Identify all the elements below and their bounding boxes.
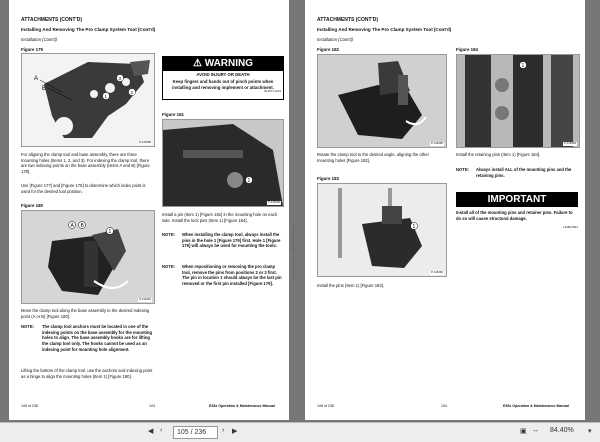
note-anchors: The clamp tool anchors must be located in one of the indexing points on the base assembly for the mounting holes to align. The base assembly hooks are for lifting the clamp tool only. The hooks cannot be used as an indexing point for mounting hole alignment.	[42, 324, 153, 352]
zoom-level[interactable]: 84.40%	[550, 427, 574, 434]
figure-182-image	[317, 54, 447, 148]
important-code: I-2389-0914	[562, 225, 578, 229]
callout-1: 1	[108, 229, 112, 235]
figure-184-label: Figure 184	[456, 47, 478, 52]
figure-181-image	[162, 119, 284, 207]
figure-180-label: Figure 180	[21, 203, 43, 208]
paragraph-move-clamp: Move the clamp tool along the base assembly to the desired indexing point (A or B) [Figure 180].	[21, 308, 150, 319]
paragraph-mounting-holes: For aligning the clamp tool and base assembly, there are three mounting holes (Items 1, 2, and 3). For indexing the clamp tool, there are two indexing points on the base assembly (Items A and B) [Figure 179].	[21, 152, 150, 175]
footer-page-count: 106 of 236	[317, 404, 334, 408]
warning-subtitle: AVOID INJURY OR DEATH	[196, 72, 250, 77]
right-page	[305, 0, 585, 420]
figure-183-label: Figure 183	[317, 176, 339, 181]
figure-179-label: Figure 179	[21, 47, 43, 52]
figure-180-code: P-116081	[139, 297, 151, 302]
figure-184-code: P-116083	[564, 141, 576, 146]
callout-b: B	[80, 223, 84, 229]
section-header: ATTACHMENTS (CONT'D)	[317, 17, 378, 23]
warning-code: W-2571-1213	[264, 89, 281, 94]
callout-a: A	[70, 223, 74, 229]
figure-183-code: P-116082	[431, 270, 443, 275]
installation-note: Installation (Cont'd)	[21, 37, 57, 42]
figure-179-image	[21, 53, 155, 147]
paragraph-index-point: Use [Figure 177] and [Figure 178] to determine which index point is used for the desired tool position.	[21, 183, 146, 194]
first-page-icon[interactable]: ◀	[148, 428, 154, 435]
footer-page-count: 105 of 236	[21, 404, 38, 408]
important-title: IMPORTANT	[456, 192, 578, 207]
footer-manual-title: E35z Operation & Maintenance Manual	[503, 404, 569, 408]
figure-181-code: P-116084	[268, 200, 280, 205]
footer-manual-title: E35z Operation & Maintenance Manual	[209, 404, 275, 408]
base-assembly-illustration	[22, 54, 154, 146]
figure-184-image	[456, 54, 580, 148]
section-header: ATTACHMENTS (CONT'D)	[21, 17, 82, 23]
paragraph-rotate: Rotate the clamp tool to the desired angle, aligning the other mounting holes [Figure 182].	[317, 152, 429, 163]
note-label: NOTE:	[456, 167, 470, 172]
figure-180-image	[21, 210, 155, 304]
zoom-dropdown-icon[interactable]: ▾	[588, 428, 592, 435]
warning-icon: ⚠	[192, 58, 202, 69]
callout-1: 1	[247, 178, 251, 184]
note-always-install: Always install ALL of the mounting pins and the retaining pins.	[476, 167, 572, 178]
callout-b: B	[42, 86, 47, 92]
paragraph-install-pins: Install the pins (Item 1) [Figure 183].	[317, 283, 385, 288]
important-box	[456, 192, 578, 238]
figure-182-label: Figure 182	[317, 47, 339, 52]
paragraph-retaining-pins: Install the retaining pins (Item 1) [Figure 184].	[456, 152, 541, 157]
figure-183-image	[317, 183, 447, 277]
note-install-hole: When installing the clamp tool, always install the pins in the hole 1 [Figure 179] first. Hole 1 [Figure 179] will always be used for mounting the tools.	[182, 232, 281, 249]
footer-page-number: 103	[149, 404, 155, 408]
figure-182-code: P-116085	[431, 141, 443, 146]
callout-1: 1	[412, 224, 416, 230]
note3-label: NOTE:	[162, 264, 176, 269]
left-page	[9, 0, 289, 420]
note2-label: NOTE:	[162, 232, 176, 237]
note-label: NOTE:	[21, 324, 35, 329]
callout-1: 1	[521, 63, 525, 69]
installation-note: Installation (Cont'd)	[317, 37, 353, 42]
callout-2: 2	[130, 90, 134, 95]
warning-box	[162, 56, 284, 100]
figure-181-label: Figure 181	[162, 112, 184, 117]
callout-a: A	[34, 76, 39, 82]
pins-install-photo	[318, 184, 446, 276]
next-page-icon[interactable]: ›	[222, 427, 225, 434]
viewer-toolbar	[0, 422, 600, 442]
fit-page-icon[interactable]: ▣	[520, 428, 527, 435]
last-page-icon[interactable]: ▶	[232, 428, 238, 435]
callout-1: 1	[104, 94, 108, 99]
sub-header: Installing And Removing The Pro Clamp System Tool (Cont'd)	[317, 27, 452, 32]
paragraph-install-pin: Install a pin (Item 1) [Figure 181] in the mounting hole on each side. Install the lock pins (Item 1) [Figure 184].	[162, 212, 278, 223]
paragraph-lifting: Lifting the bottom of the clamp tool, use the anchors and indexing point as a hinge to align the mounting holes (Item 1) [Figure 180].	[21, 368, 153, 379]
footer-page-number: 104	[441, 404, 447, 408]
note-reposition: When repositioning or removing the pro clamp tool, remove the pins from positions 2 or 3 first. The pin in location 1 should always be the last pin removed or the first pin installed [Figure 179].	[182, 264, 282, 287]
retaining-pins-photo	[457, 55, 579, 147]
callout-3: 3	[118, 76, 122, 81]
clamp-tool-photo	[22, 211, 154, 303]
figure-179-code: P-116088	[139, 140, 151, 145]
fit-width-icon[interactable]: ↔	[532, 427, 539, 434]
page-number-input[interactable]: 105 / 236	[173, 426, 218, 439]
important-text: Install all of the mounting pins and retainer pins. Failure to do so will cause structural damage.	[456, 210, 573, 221]
sub-header: Installing And Removing The Pro Clamp System Tool (Cont'd)	[21, 27, 156, 32]
rotate-clamp-photo	[318, 55, 446, 147]
watermark: Dealer Copy -- Not for Resale	[290, 225, 296, 279]
warning-text: Keep fingers and hands out of pinch points when installing and removing implement or attachment.	[172, 78, 274, 90]
warning-title: ⚠ WARNING	[163, 57, 283, 71]
pin-install-photo	[163, 120, 283, 206]
previous-page-icon[interactable]: ‹	[160, 427, 163, 434]
